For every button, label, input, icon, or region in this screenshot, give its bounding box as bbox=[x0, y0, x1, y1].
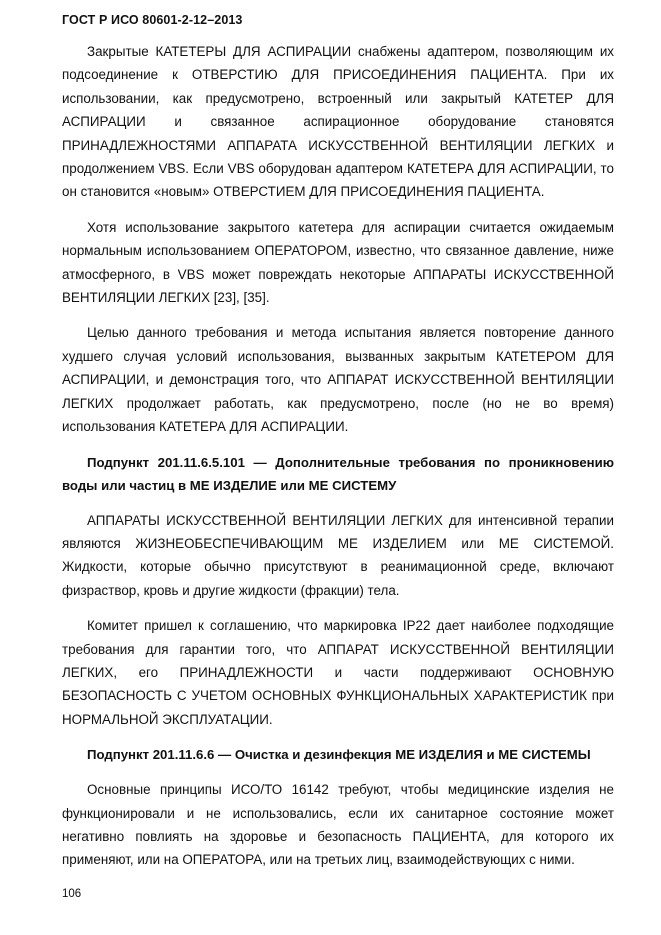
paragraph-test-purpose: Целью данного требования и метода испытания является повторение данного худшего случая условий использования, вызванных закрытым КАТЕТЕРОМ ДЛЯ АСПИРАЦИИ, и демонстрация того, что АППАРАТ ИСКУССТВЕННОЙ ВЕНТИЛЯЦИИ ЛЕГКИХ продолжает работать, как предусмотрено, после (но не во время) использования КАТЕТЕРА ДЛЯ АСПИРАЦИИ. bbox=[62, 325, 614, 435]
paragraph-ip22-marking: Комитет пришел к соглашению, что маркировка IP22 дает наиболее подходящие требования для гарантии того, что АППАРАТ ИСКУССТВЕННОЙ ВЕНТИЛЯЦИИ ЛЕГКИХ, его ПРИНАДЛЕЖНОСТИ и части поддерживают ОСНОВНУЮ БЕЗОПАСНОСТЬ С УЧЕТОМ ОСНОВНЫХ ФУНКЦИОНАЛЬНЫХ ХАРАКТЕРИСТИК при НОРМАЛЬНОЙ ЭКСПЛУАТАЦИИ. bbox=[62, 618, 614, 727]
subclause-heading-ingress: Подпункт 201.11.6.5.101 — Дополнительные требования по проникновению воды или частиц в МЕ ИЗДЕЛИЕ или МЕ СИСТЕМУ bbox=[62, 454, 614, 493]
paragraph-closed-catheter-pressure: Хотя использование закрытого катетера для аспирации считается ожидаемым нормальным использованием ОПЕРАТОРОМ, известно, что связанное давление, ниже атмосферного, в VBS может повреждать некоторые АППАРАТЫ ИСКУССТВЕННОЙ ВЕНТИЛЯЦИИ ЛЕГКИХ [23], [35]. bbox=[62, 219, 614, 306]
document-header: ГОСТ Р ИСО 80601-2-12–2013 bbox=[62, 13, 243, 27]
subclause-heading-cleaning: Подпункт 201.11.6.6 — Очистка и дезинфекция МЕ ИЗДЕЛИЯ и МЕ СИСТЕМЫ bbox=[87, 747, 591, 763]
paragraph-iso-tr-16142: Основные принципы ИСО/ТО 16142 требуют, чтобы медицинские изделия не функционировали и не использовались, если их санитарное состояние может негативно повлиять на здоровье и безопасность ПАЦИЕНТА, для которого их применяют, или на ОПЕРАТОРА, или на третьих лиц, взаимодействующих с ними. bbox=[62, 782, 614, 868]
document-body bbox=[62, 40, 614, 884]
page-number: 106 bbox=[62, 888, 82, 900]
paragraph-closed-suction-catheters: Закрытые КАТЕТЕРЫ ДЛЯ АСПИРАЦИИ снабжены адаптером, позволяющим их подсоединение к ОТВЕРСТИЮ ДЛЯ ПРИСОЕДИНЕНИЯ ПАЦИЕНТА. При их использовании, как предусмотрено, встроенный или закрытый КАТЕТЕР ДЛЯ АСПИРАЦИИ и связанное аспирационное оборудование становятся ПРИНАДЛЕЖНОСТЯМИ АППАРАТА ИСКУССТВЕННОЙ ВЕНТИЛЯЦИИ ЛЕГКИХ и продолжением VBS. Если VBS оборудован адаптером КАТЕТЕРА ДЛЯ АСПИРАЦИИ, то он становится «новым» ОТВЕРСТИЕМ ДЛЯ ПРИСОЕДИНЕНИЯ ПАЦИЕНТА. bbox=[62, 44, 614, 200]
paragraph-life-supporting: АППАРАТЫ ИСКУССТВЕННОЙ ВЕНТИЛЯЦИИ ЛЕГКИХ для интенсивной терапии являются ЖИЗНЕОБЕСПЕЧИВАЮЩИМ МЕ ИЗДЕЛИЕМ или МЕ СИСТЕМОЙ. Жидкости, которые обычно присутствуют в реанимационной среде, включают физраствор, кровь и другие жидкости (фракции) тела. bbox=[62, 512, 614, 598]
